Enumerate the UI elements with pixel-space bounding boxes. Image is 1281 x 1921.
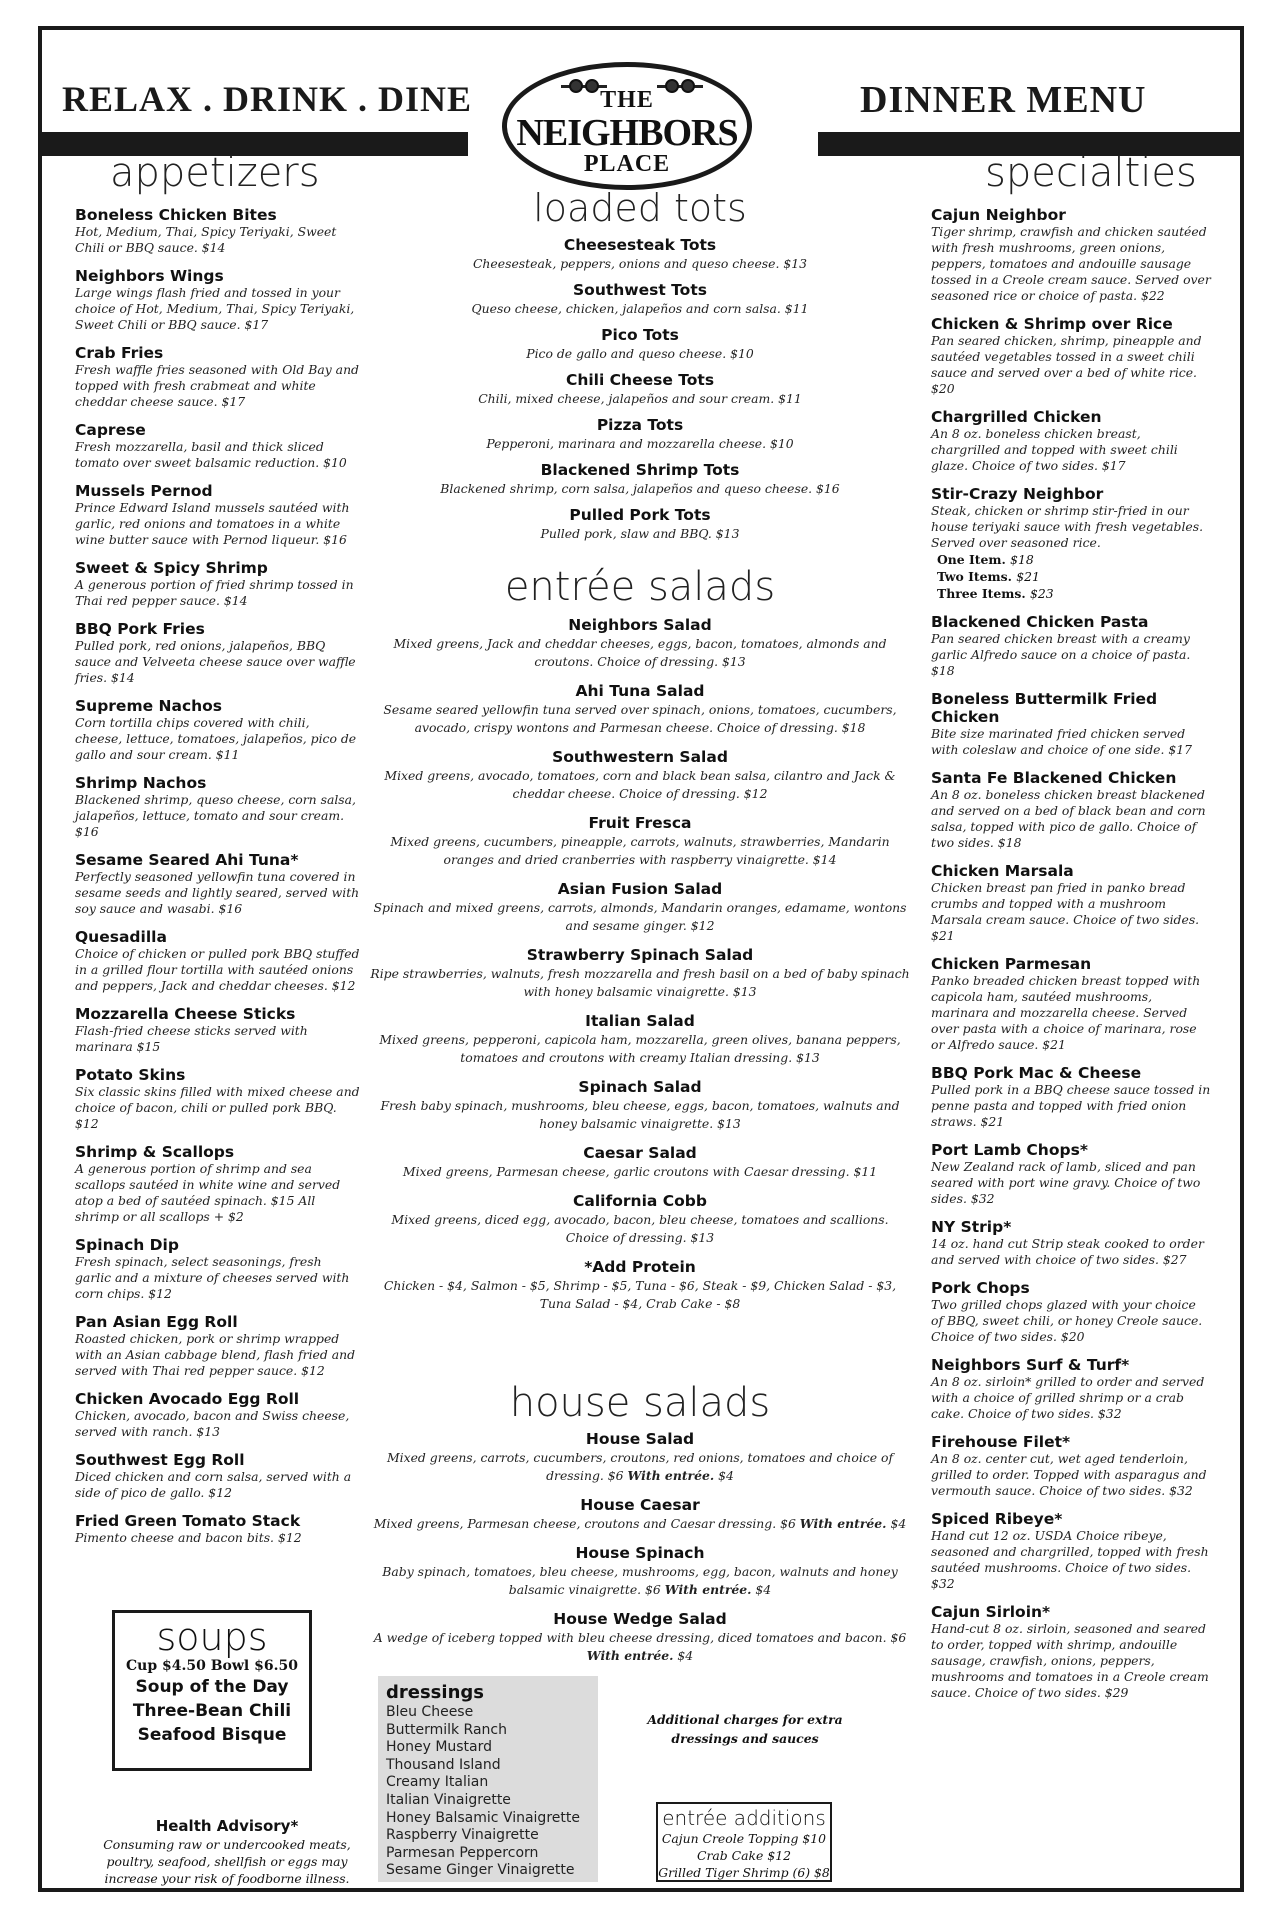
item-name: Neighbors Surf & Turf* (931, 1356, 1130, 1374)
menu-item (75, 1005, 360, 1055)
item-name: Chicken Marsala (931, 862, 1074, 880)
menu-item (931, 769, 1211, 851)
menu-item (931, 1141, 1211, 1207)
menu-item (370, 946, 910, 1001)
item-desc: Prince Edward Island mussels sautéed with garlic, red onions and tomatoes in a white wine butter sauce with Pernod liqueur. $16 (75, 500, 350, 547)
menu-item (931, 485, 1211, 602)
with-entree-label: With entrée. (586, 1648, 674, 1663)
with-entree-price: $4 (755, 1582, 772, 1597)
item-name: House Caesar (580, 1496, 700, 1514)
item-desc: An 8 oz. boneless chicken breast, chargrilled and topped with sweet chili glaze. Choice of two sides. $17 (931, 426, 1178, 473)
menu-item (931, 862, 1211, 944)
stir-crazy-option (931, 568, 1211, 585)
menu-item (370, 1144, 910, 1181)
menu-item (370, 1192, 910, 1247)
health-advisory-title: Health Advisory* (155, 1817, 299, 1835)
item-name: Neighbors Wings (75, 267, 224, 285)
menu-item (931, 1603, 1211, 1701)
soups-box (112, 1610, 312, 1771)
menu-item (370, 506, 910, 543)
menu-item (931, 315, 1211, 397)
item-desc: An 8 oz. boneless chicken breast blackened and served on a bed of black bean and corn salsa, topped with pico de gallo. Choice of two sides. $18 (931, 787, 1206, 850)
item-desc: Mixed greens, avocado, tomatoes, corn and black bean salsa, cilantro and Jack & cheddar cheese. Choice of dressing. $12 (384, 768, 896, 801)
option-price: $23 (1029, 586, 1054, 601)
item-name: Mozzarella Cheese Sticks (75, 1005, 296, 1023)
menu-item (370, 616, 910, 671)
item-name: Southwest Egg Roll (75, 1451, 245, 1469)
item-name: House Wedge Salad (553, 1610, 727, 1628)
item-desc: Panko breaded chicken breast topped with capicola ham, sautéed mushrooms, marinara and mozzarella cheese. Served over pasta with a choice of marinara, rose or Alfredo sauce. $21 (931, 973, 1201, 1052)
restaurant-logo (502, 62, 752, 190)
soups-heading: soups (156, 1615, 268, 1659)
item-desc: A generous portion of fried shrimp tossed in Thai red pepper sauce. $14 (75, 577, 354, 608)
item-desc: Chicken breast pan fried in panko bread crumbs and topped with a mushroom Marsala cream sauce. Choice of two sides. $21 (931, 880, 1200, 943)
item-name: House Salad (585, 1430, 695, 1448)
item-name: Pulled Pork Tots (569, 506, 711, 524)
item-desc: Chili, mixed cheese, jalapeños and sour cream. $11 (478, 391, 802, 406)
menu-item (370, 1544, 910, 1599)
item-name: NY Strip* (931, 1218, 1012, 1236)
dressing-item: Bleu Cheese (386, 1704, 474, 1720)
entree-salads-heading: entrée salads (504, 564, 776, 610)
item-desc: Perfectly seasoned yellowfin tuna covered in sesame seeds and lightly seared, served with soy sauce and wasabi. $16 (75, 869, 360, 916)
item-desc: Pan seared chicken, shrimp, pineapple and sautéed vegetables tossed in a sweet chili sauce and served over a bed of white rice. $20 (931, 333, 1202, 396)
item-name: Spinach Salad (578, 1078, 702, 1096)
option-price: $18 (1010, 552, 1034, 567)
menu-item (931, 955, 1211, 1053)
option-label: Three Items. (937, 586, 1026, 601)
with-entree-label: With entrée. (664, 1582, 752, 1597)
menu-item (370, 1496, 910, 1533)
item-desc: Hot, Medium, Thai, Spicy Teriyaki, Sweet Chili or BBQ sauce. $14 (75, 224, 337, 255)
item-name: Boneless Chicken Bites (75, 206, 277, 224)
item-desc: 14 oz. hand cut Strip steak cooked to order and served with choice of two sides. $27 (931, 1236, 1204, 1267)
menu-item (931, 408, 1211, 474)
soup-cup-bowl-prices: Cup $4.50 Bowl $6.50 (126, 1658, 298, 1674)
menu-item (931, 1356, 1211, 1422)
item-desc: Chicken - $4, Salmon - $5, Shrimp - $5, Tuna - $6, Steak - $9, Chicken Salad - $3, Tuna Salad - $4, Crab Cake - $8 (383, 1278, 897, 1311)
menu-item (75, 1143, 360, 1225)
logo-line-2: NEIGHBORS (516, 112, 738, 154)
item-desc: Pico de gallo and queso cheese. $10 (526, 346, 754, 361)
menu-item (370, 814, 910, 869)
menu-item (370, 281, 910, 318)
item-name: Southwestern Salad (552, 748, 728, 766)
item-desc: Cheesesteak, peppers, onions and queso cheese. $13 (472, 256, 808, 271)
item-desc: Pan seared chicken breast with a creamy garlic Alfredo sauce on a choice of pasta. $18 (931, 631, 1191, 678)
addition-item: Crab Cake $12 (697, 1848, 791, 1863)
soup-item: Seafood Bisque (137, 1725, 287, 1745)
with-entree-price: $4 (890, 1516, 907, 1531)
item-desc: Diced chicken and corn salsa, served with a side of pico de gallo. $12 (75, 1469, 352, 1500)
menu-item (75, 851, 360, 917)
menu-item (75, 421, 360, 471)
item-desc-line (370, 1563, 910, 1599)
menu-item (931, 1279, 1211, 1345)
menu-item (370, 416, 910, 453)
menu-item (370, 371, 910, 408)
item-desc: Roasted chicken, pork or shrimp wrapped with an Asian cabbage blend, flash fried and served with Thai red pepper sauce. $12 (75, 1331, 356, 1378)
loaded-tots-list (370, 236, 910, 551)
health-advisory (82, 1816, 372, 1887)
item-desc: Tiger shrimp, crawfish and chicken sautéed with fresh mushrooms, green onions, peppers, tomatoes and andouille sausage tossed in a Creole cream sauce. Served over seasoned rice or choice of pasta. $22 (931, 224, 1211, 303)
item-desc: Mixed greens, Parmesan cheese, garlic croutons with Caesar dressing. $11 (402, 1164, 878, 1179)
menu-item (75, 697, 360, 763)
item-name: Chargrilled Chicken (931, 408, 1102, 426)
item-name: Mussels Pernod (75, 482, 213, 500)
item-desc: Mixed greens, Jack and cheddar cheeses, eggs, bacon, tomatoes, almonds and croutons. Choice of dressing. $13 (393, 636, 887, 669)
item-desc: Corn tortilla chips covered with chili, cheese, lettuce, tomatoes, jalapeños, pico de gallo and sour cream. $11 (75, 715, 357, 762)
menu-item (75, 206, 360, 256)
item-name: Pizza Tots (596, 416, 684, 434)
item-name: Potato Skins (75, 1066, 186, 1084)
stir-crazy-option (931, 585, 1211, 602)
menu-item (75, 1313, 360, 1379)
item-name: Spiced Ribeye* (931, 1510, 1063, 1528)
item-name: Chicken & Shrimp over Rice (931, 315, 1173, 333)
item-desc: Baby spinach, tomatoes, bleu cheese, mushrooms, egg, bacon, walnuts and honey balsamic vinaigrette. $6 (382, 1564, 898, 1597)
item-name: BBQ Pork Mac & Cheese (931, 1064, 1142, 1082)
dressing-item: Honey Mustard (386, 1739, 493, 1756)
item-name: Fried Green Tomato Stack (75, 1512, 301, 1530)
menu-item (75, 928, 360, 994)
menu-item (931, 1510, 1211, 1592)
item-name: Santa Fe Blackened Chicken (931, 769, 1177, 787)
menu-item (931, 1433, 1211, 1499)
item-desc-line (370, 1515, 910, 1533)
option-label: One Item. (937, 552, 1006, 567)
item-name: Shrimp & Scallops (75, 1143, 235, 1161)
item-name: *Add Protein (584, 1258, 696, 1276)
item-name: Sweet & Spicy Shrimp (75, 559, 268, 577)
item-name: Fruit Fresca (588, 814, 692, 832)
item-desc: A wedge of iceberg topped with bleu cheese dressing, diced tomatoes and bacon. $6 (373, 1630, 907, 1645)
item-name: Pico Tots (601, 326, 679, 344)
item-name: Caprese (75, 421, 146, 439)
item-name: Ahi Tuna Salad (575, 682, 705, 700)
dressing-item: Raspberry Vinaigrette (386, 1827, 539, 1844)
item-name: Quesadilla (75, 928, 167, 946)
item-name: Cheesesteak Tots (563, 236, 717, 254)
item-desc: New Zealand rack of lamb, sliced and pan seared with port wine gravy. Choice of two sides. $32 (931, 1159, 1201, 1206)
stir-crazy-option (931, 551, 1211, 568)
dressing-item: Buttermilk Ranch (386, 1721, 507, 1738)
item-name: Boneless Buttermilk Fried Chicken (931, 690, 1158, 726)
item-desc: Two grilled chops glazed with your choice of BBQ, sweet chili, or honey Creole sauce. Choice of two sides. $20 (931, 1297, 1203, 1344)
dressing-item: Creamy Italian (386, 1774, 489, 1791)
with-entree-price: $4 (677, 1648, 694, 1663)
addition-item: Cajun Creole Topping $10 (661, 1831, 827, 1846)
addition-item: Grilled Tiger Shrimp (6) $8 (658, 1865, 830, 1880)
dressing-item: Honey Balsamic Vinaigrette (386, 1809, 580, 1826)
item-desc: Hand-cut 8 oz. sirloin, seasoned and seared to order, topped with shrimp, andouille sausage, crawfish, onions, peppers, mushrooms and tomatoes in a Creole cream sauce. Choice of two sides. $29 (931, 1621, 1209, 1700)
item-desc: Mixed greens, cucumbers, pineapple, carrots, walnuts, strawberries, Mandarin oranges and dried cranberries with raspberry vinaigrette. $14 (390, 834, 890, 867)
menu-item (75, 1236, 360, 1302)
item-desc: Hand cut 12 oz. USDA Choice ribeye, seasoned and chargrilled, topped with fresh sautéed mushrooms. Choice of two sides. $32 (931, 1528, 1209, 1591)
menu-title: DINNER MENU (860, 79, 1147, 121)
menu-item (370, 748, 910, 803)
dressing-item: Parmesan Peppercorn (386, 1844, 539, 1861)
item-name: Stir-Crazy Neighbor (931, 485, 1104, 503)
item-name: Sesame Seared Ahi Tuna* (75, 851, 299, 869)
with-entree-label: With entrée. (627, 1468, 715, 1483)
item-name: Supreme Nachos (75, 697, 223, 715)
item-desc: Pulled pork, slaw and BBQ. $13 (540, 526, 740, 541)
appetizers-heading: appetizers (110, 150, 320, 196)
item-name: Strawberry Spinach Salad (526, 946, 754, 964)
menu-item (75, 344, 360, 410)
menu-item (370, 326, 910, 363)
item-desc: Mixed greens, pepperoni, capicola ham, mozzarella, green olives, banana peppers, tomatoes and croutons with creamy Italian dressing. $13 (379, 1032, 901, 1065)
dressing-item: Thousand Island (386, 1756, 501, 1773)
item-desc: Blackened shrimp, queso cheese, corn salsa, jalapeños, lettuce, tomato and sour cream. $16 (75, 792, 356, 839)
house-salads-list (370, 1430, 910, 1676)
item-desc: A generous portion of shrimp and sea scallops sautéed in white wine and served atop a bed of sautéed spinach. $15 All shrimp or all scallops + $2 (75, 1161, 341, 1224)
option-price: $21 (1016, 569, 1040, 584)
menu-item (75, 1512, 360, 1546)
item-desc: Fresh waffle fries seasoned with Old Bay and topped with fresh crabmeat and white cheddar cheese sauce. $17 (75, 362, 359, 409)
item-desc: Mixed greens, Parmesan cheese, croutons and Caesar dressing. $6 (373, 1516, 796, 1531)
menu-item (75, 482, 360, 548)
item-name: Blackened Shrimp Tots (540, 461, 740, 479)
logo-line-1: THE (600, 87, 654, 113)
menu-item (370, 1610, 910, 1665)
item-desc: Blackened shrimp, corn salsa, jalapeños and queso cheese. $16 (440, 481, 840, 496)
item-name: Crab Fries (75, 344, 164, 362)
item-name: BBQ Pork Fries (75, 620, 205, 638)
additional-charges-note: Additional charges for extra dressings and sauces (647, 1712, 843, 1746)
item-desc: Pimento cheese and bacon bits. $12 (75, 1530, 302, 1545)
soup-item: Soup of the Day (135, 1677, 289, 1697)
entree-additions-heading: entrée additions (662, 1806, 826, 1830)
item-desc: Large wings flash fried and tossed in your choice of Hot, Medium, Thai, Spicy Teriyaki, Sweet Chili or BBQ sauce. $17 (75, 285, 355, 332)
item-desc: Ripe strawberries, walnuts, fresh mozzarella and fresh basil on a bed of baby spinach with honey balsamic vinaigrette. $13 (370, 966, 910, 999)
menu-item (931, 1218, 1211, 1268)
item-desc-line (370, 1629, 910, 1665)
item-desc: Pulled pork in a BBQ cheese sauce tossed in penne pasta and topped with fried onion straws. $21 (931, 1082, 1211, 1129)
menu-item (75, 559, 360, 609)
option-label: Two Items. (937, 569, 1012, 584)
dressing-item: Italian Vinaigrette (386, 1791, 511, 1808)
item-name: Shrimp Nachos (75, 774, 207, 792)
dressings-heading: dressings (386, 1682, 484, 1703)
dressing-item: Sesame Ginger Vinaigrette (386, 1862, 575, 1879)
item-name: Italian Salad (585, 1012, 695, 1030)
with-entree-label: With entrée. (799, 1516, 887, 1531)
item-desc: Fresh baby spinach, mushrooms, bleu cheese, eggs, bacon, tomatoes, walnuts and honey balsamic vinaigrette. $13 (380, 1098, 900, 1131)
item-name: House Spinach (575, 1544, 705, 1562)
item-desc: Steak, chicken or shrimp stir-fried in our house teriyaki sauce with fresh vegetables. Served over seasoned rice. (931, 503, 1204, 550)
with-entree-price: $4 (718, 1468, 734, 1483)
item-desc: Flash-fried cheese sticks served with marinara $15 (75, 1023, 308, 1054)
item-name: Asian Fusion Salad (557, 880, 723, 898)
item-name: Pan Asian Egg Roll (75, 1313, 238, 1331)
menu-item (370, 880, 910, 935)
item-desc: Fresh mozzarella, basil and thick sliced tomato over sweet balsamic reduction. $10 (75, 439, 347, 470)
item-desc: Pepperoni, marinara and mozzarella cheese. $10 (486, 436, 794, 451)
item-name: Chicken Parmesan (931, 955, 1092, 973)
item-name: Blackened Chicken Pasta (931, 613, 1149, 631)
item-name: Firehouse Filet* (931, 1433, 1071, 1451)
item-desc-line (370, 1449, 910, 1485)
item-desc: Spinach and mixed greens, carrots, almonds, Mandarin oranges, edamame, wontons and sesame ginger. $12 (373, 900, 907, 933)
menu-item (931, 690, 1211, 758)
menu-item (370, 236, 910, 273)
menu-item (931, 613, 1211, 679)
menu-item (75, 267, 360, 333)
item-name: Southwest Tots (573, 281, 707, 299)
entree-salads-list (370, 616, 910, 1324)
menu-item (75, 1066, 360, 1132)
entree-additions-box (656, 1802, 832, 1882)
menu-item (370, 682, 910, 737)
soup-item: Three-Bean Chili (132, 1701, 292, 1721)
menu-item (75, 774, 360, 840)
logo-line-3: PLACE (583, 151, 671, 177)
add-protein (370, 1258, 910, 1313)
menu-item (75, 620, 360, 686)
item-name: Port Lamb Chops* (931, 1141, 1088, 1159)
specialties-heading: specialties (985, 150, 1197, 196)
item-name: California Cobb (573, 1192, 707, 1210)
item-name: Neighbors Salad (568, 616, 712, 634)
item-name: Spinach Dip (75, 1236, 179, 1254)
tagline-left: RELAX . DRINK . DINE (62, 79, 473, 119)
menu-item (370, 1430, 910, 1485)
menu-item (75, 1451, 360, 1501)
health-advisory-text: Consuming raw or undercooked meats, poultry, seafood, shellfish or eggs may increase your risk of foodborne illness. (103, 1837, 351, 1886)
house-salads-heading: house salads (509, 1380, 771, 1426)
item-name: Caesar Salad (583, 1144, 697, 1162)
item-desc: Pulled pork, red onions, jalapeños, BBQ sauce and Velveeta cheese sauce over waffle fries. $14 (75, 638, 356, 685)
item-desc: Bite size marinated fried chicken served with coleslaw and choice of one side. $17 (931, 726, 1193, 757)
menu-item (370, 1012, 910, 1067)
item-name: Chili Cheese Tots (565, 371, 715, 389)
item-desc: Sesame seared yellowfin tuna served over spinach, onions, tomatoes, cucumbers, avocado, crispy wontons and Parmesan cheese. Choice of dressing. $18 (383, 702, 897, 735)
item-name: Cajun Sirloin* (931, 1603, 1051, 1621)
loaded-tots-heading: loaded tots (533, 186, 747, 230)
menu-item (931, 1064, 1211, 1130)
item-desc: Queso cheese, chicken, jalapeños and corn salsa. $11 (471, 301, 809, 316)
menu-item (931, 206, 1211, 304)
item-desc: Chicken, avocado, bacon and Swiss cheese, served with ranch. $13 (75, 1408, 350, 1439)
appetizers-list (75, 206, 360, 1557)
dressings-box (378, 1676, 598, 1882)
item-desc: Six classic skins filled with mixed cheese and choice of bacon, chili or pulled pork BBQ. $12 (75, 1084, 360, 1131)
item-desc: Mixed greens, diced egg, avocado, bacon, bleu cheese, tomatoes and scallions. Choice of dressing. $13 (391, 1212, 889, 1245)
item-desc: Mixed greens, carrots, cucumbers, croutons, red onions, tomatoes and choice of dressing. $6 (386, 1450, 894, 1483)
item-desc: Fresh spinach, select seasonings, fresh garlic and a mixture of cheeses served with corn chips. $12 (75, 1254, 350, 1301)
item-desc: An 8 oz. sirloin* grilled to order and served with a choice of grilled shrimp or a crab cake. Choice of two sides. $32 (931, 1374, 1205, 1421)
item-name: Cajun Neighbor (931, 206, 1066, 224)
item-desc: Choice of chicken or pulled pork BBQ stuffed in a grilled flour tortilla with sautéed onions and peppers, Jack and cheddar cheeses. $12 (75, 946, 360, 993)
item-desc: An 8 oz. center cut, wet aged tenderloin, grilled to order. Topped with asparagus and vermouth sauce. Choice of two sides. $32 (931, 1451, 1207, 1498)
menu-item (370, 1078, 910, 1133)
menu-item (370, 461, 910, 498)
item-name: Chicken Avocado Egg Roll (75, 1390, 300, 1408)
menu-item (75, 1390, 360, 1440)
item-name: Pork Chops (931, 1279, 1030, 1297)
specialties-list (931, 206, 1211, 1712)
